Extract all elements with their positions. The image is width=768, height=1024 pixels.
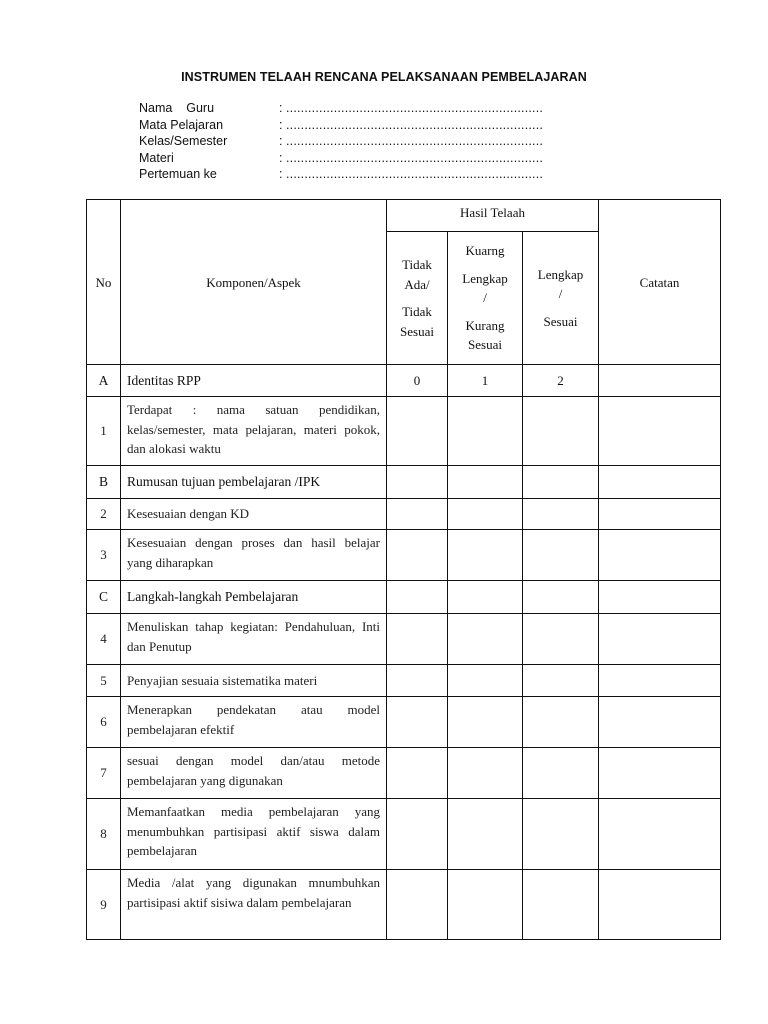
header-score-1-lines	[448, 241, 522, 355]
header-line: Tidak	[402, 304, 432, 319]
info-field-pertemuan	[139, 166, 543, 183]
info-colon: :	[279, 134, 283, 149]
info-field-guru	[139, 100, 543, 117]
score-1-cell[interactable]	[448, 466, 523, 499]
document-title: INSTRUMEN TELAAH RENCANA PELAKSANAAN PEMBELAJARAN	[181, 70, 587, 84]
info-label: Kelas/Semester	[139, 134, 228, 149]
header-line: Tidak	[402, 257, 432, 272]
score-0-cell[interactable]	[387, 799, 448, 870]
section-letter: A	[87, 365, 121, 397]
notes-cell[interactable]	[599, 665, 721, 697]
notes-cell[interactable]	[599, 697, 721, 748]
item-text: Memanfaatkan media pembelajaran yang menumbuhkan partisipasi aktif siswa dalam pembelajaran	[121, 799, 387, 870]
header-line: Sesuai	[400, 323, 434, 339]
section-title: Rumusan tujuan pembelajaran /IPK	[121, 466, 387, 499]
score-1-cell[interactable]	[448, 397, 523, 466]
score-1-cell[interactable]: 1	[448, 365, 523, 397]
score-0-cell[interactable]	[387, 748, 448, 799]
score-1-cell[interactable]	[448, 697, 523, 748]
info-colon: :	[279, 150, 283, 165]
info-dots[interactable]: ......................................................................	[285, 117, 544, 132]
item-text: sesuai dengan model dan/atau metode pembelajaran yang digunakan	[121, 748, 387, 799]
score-2-cell[interactable]	[523, 665, 599, 697]
item-row	[87, 499, 721, 530]
score-0-cell[interactable]: 0	[387, 365, 448, 397]
score-0-cell[interactable]	[387, 397, 448, 466]
score-2-cell[interactable]	[523, 697, 599, 748]
score-2-cell[interactable]	[523, 870, 599, 940]
section-title: Langkah-langkah Pembelajaran	[121, 581, 387, 614]
item-number: 2	[87, 499, 121, 530]
item-row	[87, 530, 721, 581]
section-title: Identitas RPP	[121, 365, 387, 397]
info-colon: :	[279, 167, 283, 182]
notes-cell[interactable]	[599, 614, 721, 665]
notes-cell[interactable]	[599, 581, 721, 614]
item-number: 6	[87, 697, 121, 748]
item-text: Menuliskan tahap kegiatan: Pendahuluan, Inti dan Penutup	[121, 614, 387, 665]
header-result-group: Hasil Telaah	[387, 200, 599, 232]
header-line: /	[483, 290, 487, 306]
info-label: Materi	[139, 150, 174, 165]
header-score-0	[387, 232, 448, 365]
item-number: 1	[87, 397, 121, 466]
notes-cell[interactable]	[599, 499, 721, 530]
score-0-cell[interactable]	[387, 870, 448, 940]
item-text: Kesesuaian dengan proses dan hasil belajar yang diharapkan	[121, 530, 387, 581]
item-row	[87, 748, 721, 799]
notes-cell[interactable]	[599, 530, 721, 581]
info-dots[interactable]: ......................................................................	[285, 167, 544, 182]
item-row	[87, 397, 721, 466]
notes-cell[interactable]	[599, 799, 721, 870]
header-notes: Catatan	[599, 200, 721, 365]
score-2-cell[interactable]	[523, 799, 599, 870]
item-row	[87, 799, 721, 870]
item-text: Media /alat yang digunakan mnumbuhkan partisipasi aktif sisiwa dalam pembelajaran	[121, 870, 387, 940]
header-line: Kurang	[465, 317, 505, 333]
score-1-cell[interactable]	[448, 665, 523, 697]
item-text: Kesesuaian dengan KD	[121, 499, 387, 530]
header-line: Lengkap	[462, 270, 508, 286]
header-line: Sesuai	[543, 313, 578, 329]
score-0-cell[interactable]	[387, 466, 448, 499]
notes-cell[interactable]	[599, 397, 721, 466]
score-2-cell[interactable]	[523, 581, 599, 614]
header-score-0-lines	[387, 255, 447, 341]
item-number: 7	[87, 748, 121, 799]
score-2-cell[interactable]	[523, 530, 599, 581]
item-text: Menerapkan pendekatan atau model pembelajaran efektif	[121, 697, 387, 748]
score-1-cell[interactable]	[448, 748, 523, 799]
item-number: 9	[87, 870, 121, 940]
notes-cell[interactable]	[599, 365, 721, 397]
item-number: 3	[87, 530, 121, 581]
info-label: Pertemuan ke	[139, 167, 217, 182]
score-0-cell[interactable]	[387, 697, 448, 748]
item-row	[87, 697, 721, 748]
header-line	[387, 294, 447, 302]
header-line	[523, 304, 598, 312]
info-fields	[139, 100, 543, 183]
item-text: Terdapat : nama satuan pendidikan, kelas/semester, mata pelajaran, materi pokok, dan alokasi waktu	[121, 397, 387, 466]
header-score-2-lines	[523, 265, 598, 332]
header-score-2	[523, 232, 599, 365]
notes-cell[interactable]	[599, 466, 721, 499]
header-line: Lengkap	[537, 266, 584, 282]
rubric-table	[86, 199, 721, 940]
section-row	[87, 365, 721, 397]
info-dots[interactable]: ......................................................................	[285, 101, 544, 115]
score-1-cell[interactable]	[448, 499, 523, 530]
score-2-cell[interactable]	[523, 748, 599, 799]
section-letter: C	[87, 581, 121, 614]
info-label: Mata Pelajaran	[139, 117, 224, 132]
info-field-kelas-semester	[139, 133, 543, 150]
score-1-cell[interactable]	[448, 530, 523, 581]
header-score-1	[448, 232, 523, 365]
score-1-cell[interactable]	[448, 870, 523, 940]
score-1-cell[interactable]	[448, 799, 523, 870]
info-dots[interactable]: ......................................................................	[285, 150, 544, 165]
info-field-mata-pelajaran	[139, 117, 543, 134]
item-number: 4	[87, 614, 121, 665]
info-label: Nama Guru	[139, 101, 215, 115]
header-line	[448, 308, 522, 316]
info-colon: :	[279, 117, 283, 132]
header-aspect: Komponen/Aspek	[121, 200, 387, 365]
item-row	[87, 614, 721, 665]
header-no: No	[87, 200, 121, 365]
section-letter: B	[87, 466, 121, 499]
score-2-cell[interactable]	[523, 499, 599, 530]
score-2-cell[interactable]	[523, 466, 599, 499]
item-number: 5	[87, 665, 121, 697]
score-0-cell[interactable]	[387, 614, 448, 665]
section-row	[87, 581, 721, 614]
item-number: 8	[87, 799, 121, 870]
info-colon: :	[279, 101, 283, 115]
score-0-cell[interactable]	[387, 581, 448, 614]
score-1-cell[interactable]	[448, 614, 523, 665]
score-0-cell[interactable]	[387, 530, 448, 581]
score-2-cell[interactable]	[523, 397, 599, 466]
score-2-cell[interactable]: 2	[523, 365, 599, 397]
header-line: Sesuai	[468, 337, 502, 353]
score-0-cell[interactable]	[387, 499, 448, 530]
notes-cell[interactable]	[599, 870, 721, 940]
header-line: Kuarng	[465, 243, 505, 259]
info-field-materi	[139, 150, 543, 167]
header-line	[448, 261, 522, 269]
header-line: /	[558, 286, 563, 302]
rubric-body	[87, 365, 721, 940]
score-0-cell[interactable]	[387, 665, 448, 697]
notes-cell[interactable]	[599, 748, 721, 799]
header-line: Ada/	[404, 276, 430, 292]
score-2-cell[interactable]	[523, 614, 599, 665]
item-text: Penyajian sesuaia sistematika materi	[121, 665, 387, 697]
item-row	[87, 665, 721, 697]
section-row	[87, 466, 721, 499]
score-1-cell[interactable]	[448, 581, 523, 614]
item-row	[87, 870, 721, 940]
info-dots[interactable]: ......................................................................	[285, 134, 544, 149]
header-row-top	[87, 200, 721, 232]
